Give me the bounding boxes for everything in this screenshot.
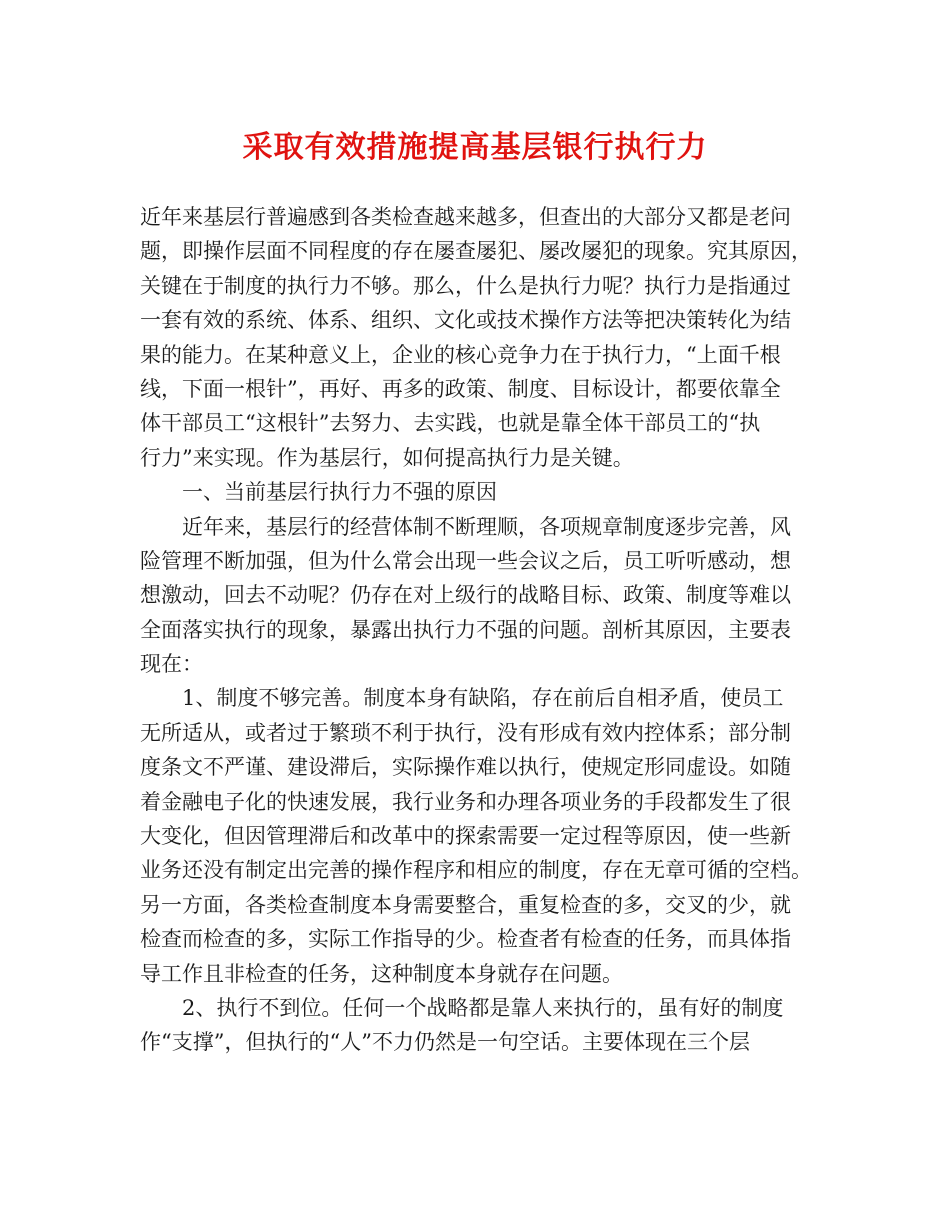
text-line: 2、执行不到位。任何一个战略都是靠人来执行的，虽有好的制度 xyxy=(182,995,784,1020)
document-body xyxy=(140,200,812,1060)
section-heading: 一、当前基层行执行力不强的原因 xyxy=(182,480,497,505)
text-line: 无所适从，或者过于繁琐不利于执行，没有形成有效内控体系；部分制 xyxy=(140,720,791,745)
text-line: 检查而检查的多，实际工作指导的少。检查者有检查的任务，而具体指 xyxy=(140,927,791,952)
text-line: 想激动，回去不动呢？仍存在对上级行的战略目标、政策、制度等难以 xyxy=(140,583,791,608)
document-title: 采取有效措施提高基层银行执行力 xyxy=(242,130,708,165)
text-line: 线，下面一根针”，再好、再多的政策、制度、目标设计，都要依靠全 xyxy=(140,376,781,401)
text-line: 业务还没有制定出完善的操作程序和相应的制度，存在无章可循的空档。 xyxy=(140,858,812,883)
text-line: 1、制度不够完善。制度本身有缺陷，存在前后自相矛盾，使员工 xyxy=(182,686,784,711)
text-line: 全面落实执行的现象，暴露出执行力不强的问题。剖析其原因，主要表 xyxy=(140,617,791,642)
text-line: 大变化，但因管理滞后和改革中的探索需要一定过程等原因，使一些新 xyxy=(140,824,791,849)
text-line: 险管理不断加强，但为什么常会出现一些会议之后，员工听听感动，想 xyxy=(140,548,791,573)
text-line: 另一方面，各类检查制度本身需要整合，重复检查的多，交叉的少，就 xyxy=(140,892,791,917)
text-line: 作“支撑”，但执行的“人”不力仍然是一句空话。主要体现在三个层 xyxy=(140,1030,750,1055)
text-line: 近年来基层行普遍感到各类检查越来越多，但查出的大部分又都是老问 xyxy=(140,205,791,229)
text-line: 近年来，基层行的经营体制不断理顺，各项规章制度逐步完善，风 xyxy=(182,514,791,539)
text-line: 果的能力。在某种意义上，企业的核心竞争力在于执行力，“上面千根 xyxy=(140,342,781,367)
text-line: 导工作且非检查的任务，这种制度本身就存在问题。 xyxy=(140,961,623,986)
text-line: 体干部员工“这根针”去努力、去实践，也就是靠全体干部员工的“执 xyxy=(140,411,761,436)
text-line: 关键在于制度的执行力不够。那么，什么是执行力呢？执行力是指通过 xyxy=(140,273,791,298)
text-line: 着金融电子化的快速发展，我行业务和办理各项业务的手段都发生了很 xyxy=(140,789,791,814)
text-line: 题，即操作层面不同程度的存在屡查屡犯、屡改屡犯的现象。究其原因， xyxy=(140,239,812,264)
text-line: 行力”来实现。作为基层行，如何提高执行力是关键。 xyxy=(140,445,634,470)
text-line: 度条文不严谨、建设滞后，实际操作难以执行，使规定形同虚设。如随 xyxy=(140,755,791,780)
text-line: 一套有效的系统、体系、组织、文化或技术操作方法等把决策转化为结 xyxy=(140,308,791,333)
text-line: 现在： xyxy=(140,652,203,677)
